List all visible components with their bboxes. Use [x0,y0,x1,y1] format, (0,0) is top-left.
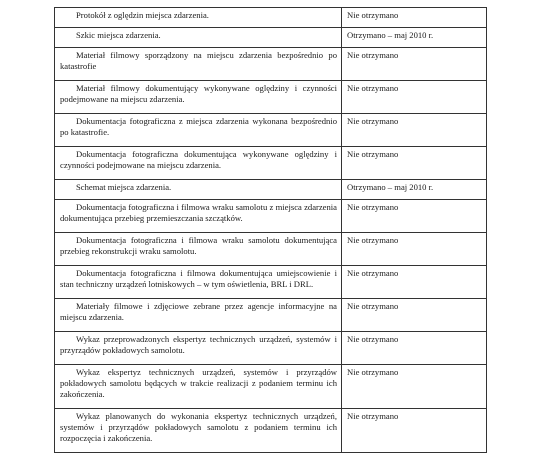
row-description: Dokumentacja fotograficzna i filmowa dokumentująca umiejscowienie i stan techniczny urządzeń lotniskowych – w tym oświetlenia, BRL i DRL. [55,266,342,299]
row-description: Materiał filmowy dokumentujący wykonywane oględziny i czynności podejmowane na miejscu zdarzenia. [55,81,342,114]
row-status: Nie otrzymano [342,147,487,180]
row-status: Nie otrzymano [342,114,487,147]
row-status: Nie otrzymano [342,409,487,453]
row-status: Nie otrzymano [342,266,487,299]
row-status: Nie otrzymano [342,81,487,114]
row-description: Szkic miejsca zdarzenia. [55,28,342,48]
table-row [55,332,487,365]
table-row [55,81,487,114]
table-row [55,233,487,266]
row-status: Nie otrzymano [342,332,487,365]
row-description: Materiał filmowy sporządzony na miejscu zdarzenia bezpośrednio po katastrofie [55,48,342,81]
row-status: Nie otrzymano [342,8,487,28]
table-row [55,409,487,453]
row-description: Dokumentacja fotograficzna dokumentująca wykonywane oględziny i czynności podejmowane na miejscu zdarzenia. [55,147,342,180]
row-description: Dokumentacja fotograficzna i filmowa wraku samolotu z miejsca zdarzenia dokumentująca przebieg przemieszczania szczątków. [55,200,342,233]
table-row [55,200,487,233]
table-row [55,299,487,332]
row-status: Nie otrzymano [342,233,487,266]
document-table [54,7,487,453]
row-status: Otrzymano – maj 2010 r. [342,180,487,200]
table-row [55,365,487,409]
row-status: Nie otrzymano [342,299,487,332]
table-row [55,147,487,180]
table-row [55,180,487,200]
row-status: Nie otrzymano [342,200,487,233]
row-description: Protokół z oględzin miejsca zdarzenia. [55,8,342,28]
table-row [55,8,487,28]
row-description: Wykaz ekspertyz technicznych urządzeń, systemów i przyrządów pokładowych samolotu będących w trakcie realizacji z podaniem terminu ich zakończenia. [55,365,342,409]
table-row [55,114,487,147]
row-description: Materiały filmowe i zdjęciowe zebrane przez agencje informacyjne na miejscu zdarzenia. [55,299,342,332]
row-status: Otrzymano – maj 2010 r. [342,28,487,48]
row-description: Wykaz planowanych do wykonania ekspertyz technicznych urządzeń, systemów i przyrządów pokładowych samolotu z podaniem terminu ich rozpoczęcia i zakończenia. [55,409,342,453]
row-status: Nie otrzymano [342,48,487,81]
row-description: Dokumentacja fotograficzna z miejsca zdarzenia wykonana bezpośrednio po katastrofie. [55,114,342,147]
row-description: Wykaz przeprowadzonych ekspertyz technicznych urządzeń, systemów i przyrządów pokładowych samolotu. [55,332,342,365]
table-row [55,48,487,81]
row-status: Nie otrzymano [342,365,487,409]
table-row [55,266,487,299]
row-description: Schemat miejsca zdarzenia. [55,180,342,200]
table-row [55,28,487,48]
row-description: Dokumentacja fotograficzna i filmowa wraku samolotu dokumentująca przebieg rekonstrukcji wraku samolotu. [55,233,342,266]
